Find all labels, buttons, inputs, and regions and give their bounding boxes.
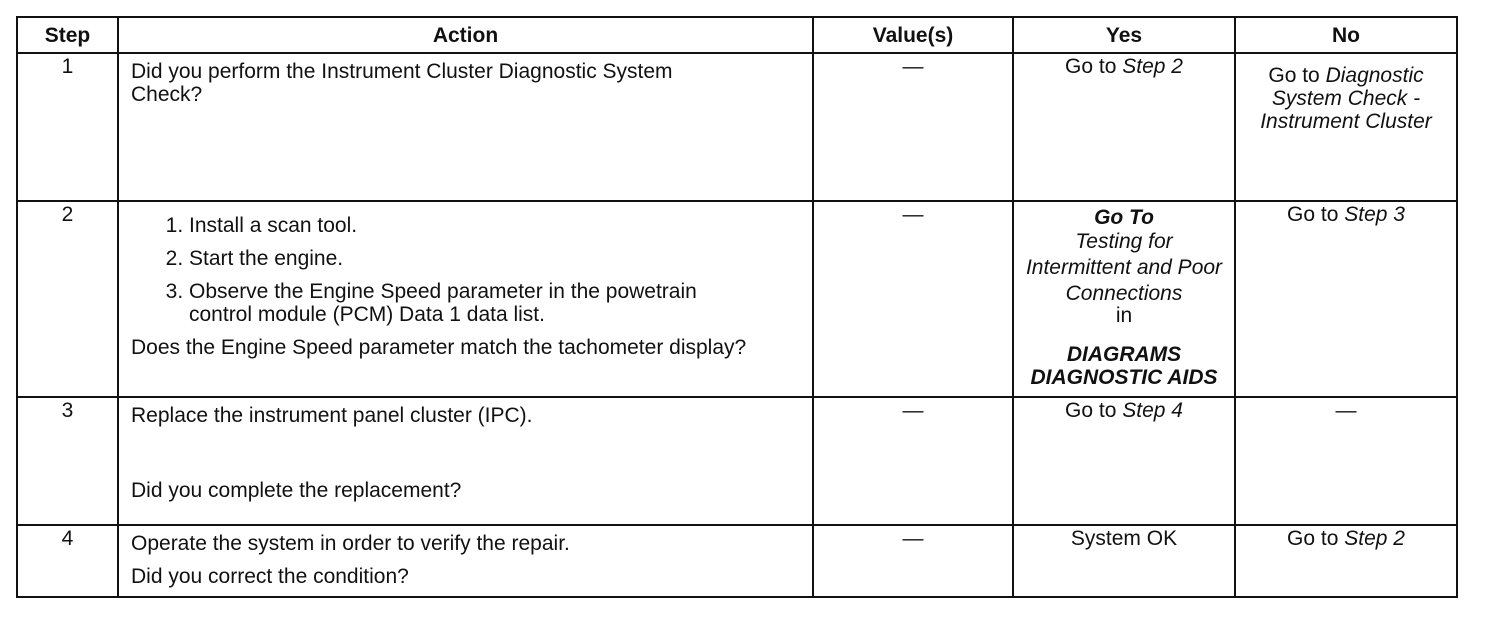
- no-link[interactable]: Step 2: [1344, 527, 1405, 550]
- yes-cell: System OK: [1013, 525, 1235, 597]
- action-cell: [118, 53, 813, 201]
- no-link[interactable]: Diagnostic System Check - Instrument Cluster: [1260, 64, 1432, 133]
- no-link[interactable]: Step 3: [1344, 203, 1405, 226]
- value-cell: —: [813, 397, 1013, 525]
- in-label: in: [1115, 304, 1133, 327]
- header-action: Action: [118, 17, 813, 53]
- list-item: 1. Install a scan tool.: [189, 214, 800, 237]
- no-cell[interactable]: [1235, 201, 1457, 397]
- yes-cell[interactable]: [1013, 201, 1235, 397]
- question-text: Did you complete the replacement?: [131, 479, 462, 502]
- no-prefix: Go to: [1287, 203, 1345, 226]
- no-cell[interactable]: [1235, 525, 1457, 597]
- value-cell: —: [813, 525, 1013, 597]
- list-item: 3. Observe the Engine Speed parameter in the powetrain control module (PCM) Data 1 data list.: [189, 280, 709, 326]
- header-values: Value(s): [813, 17, 1013, 53]
- table-row: [17, 53, 1457, 201]
- action-cell: [118, 397, 813, 525]
- header-yes: Yes: [1013, 17, 1235, 53]
- yes-cell[interactable]: [1013, 53, 1235, 201]
- table-row: [17, 201, 1457, 397]
- question-text: Did you correct the condition?: [131, 565, 409, 588]
- diagnostic-table: [16, 16, 1458, 598]
- no-prefix: Go to: [1268, 64, 1326, 87]
- no-cell: —: [1235, 397, 1457, 525]
- action-steps: [131, 214, 800, 326]
- step-number: 4: [17, 525, 118, 597]
- yes-link[interactable]: Testing for Intermittent and Poor Connections: [1025, 230, 1223, 305]
- step-number: 1: [17, 53, 118, 201]
- action-text: Operate the system in order to verify the repair.: [131, 532, 570, 555]
- ref-diagnostic-aids: DIAGNOSTIC AIDS: [1030, 366, 1218, 389]
- action-cell: [118, 525, 813, 597]
- action-text: Replace the instrument panel cluster (IPC).: [131, 404, 533, 427]
- no-prefix: Go to: [1287, 527, 1345, 550]
- yes-prefix: Go to: [1065, 55, 1123, 78]
- yes-prefix: Go to: [1065, 399, 1123, 422]
- yes-cell[interactable]: [1013, 397, 1235, 525]
- no-cell[interactable]: [1235, 53, 1457, 201]
- step-number: 2: [17, 201, 118, 397]
- ref-diagrams: DIAGRAMS: [1066, 343, 1182, 366]
- question-text: Does the Engine Speed parameter match the tachometer display?: [131, 336, 747, 359]
- action-text: Did you perform the Instrument Cluster Diagnostic System Check?: [131, 60, 673, 106]
- list-item: 2. Start the engine.: [189, 247, 800, 270]
- header-step: Step: [17, 17, 118, 53]
- header-no: No: [1235, 17, 1457, 53]
- table-row: [17, 525, 1457, 597]
- value-cell: —: [813, 201, 1013, 397]
- table-row: [17, 397, 1457, 525]
- step-number: 3: [17, 397, 118, 525]
- value-cell: —: [813, 53, 1013, 201]
- goto-label: Go To: [1094, 206, 1154, 229]
- action-cell: [118, 201, 813, 397]
- yes-link[interactable]: Step 4: [1122, 399, 1183, 422]
- yes-link[interactable]: Step 2: [1122, 55, 1183, 78]
- header-row: [17, 17, 1457, 53]
